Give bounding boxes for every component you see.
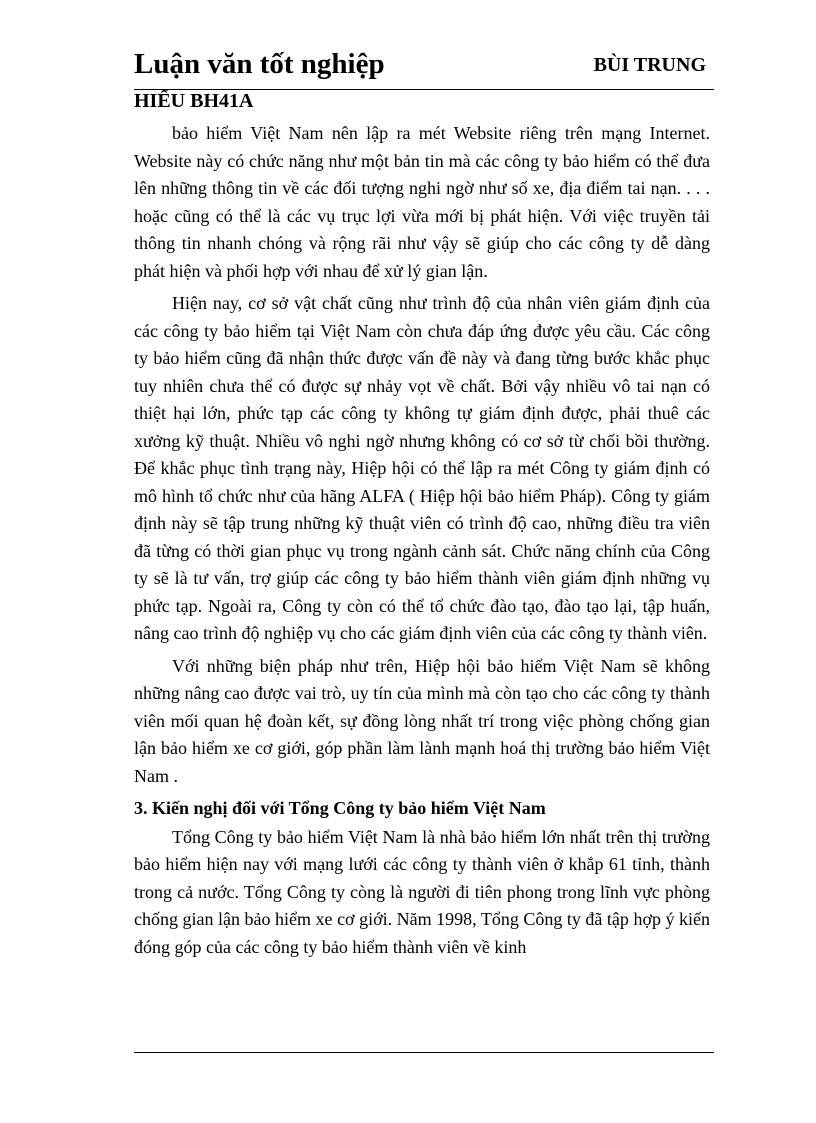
body-paragraph: Hiện nay, cơ sở vật chất cũng như trình độ của nhân viên giám định của các công ty bảo hiểm tại Việt Nam còn chưa đáp ứng được yêu cầu. Các công ty bảo hiểm cũng đã nhận thức được vấn đề này và đang từng bước khắc phục tuy nhiên chưa thể có được sự nhảy vọt về chất. Bởi vậy nhiều vô tai nạn có thiệt hại lớn, phức tạp các công ty không tự giám định được, phải thuê các xưởng kỹ thuật. Nhiều vô nghi ngờ nhưng không có cơ sở từ chối bồi thường. Để khắc phục tình trạng này, Hiệp hội có thể lập ra mét Công ty giám định có mô hình tổ chức như của hãng ALFA ( Hiệp hội bảo hiểm Pháp). Công ty giám định này sẽ tập trung những kỹ thuật viên có trình độ cao, những điều tra viên đã từng có thời gian phục vụ trong ngành cảnh sát. Chức năng chính của Công ty sẽ là tư vấn, trợ giúp các công ty bảo hiểm thành viên giám định những vụ phức tạp. Ngoài ra, Công ty còn có thể tổ chức đào tạo, đào tạo lại, tập huấn, nâng cao trình độ nghiệp vụ cho các giám định viên của các công ty thành viên. [134,293,710,643]
section-heading: 3. Kiến nghị đối với Tổng Công ty bảo hiểm Việt Nam [134,798,546,818]
author-class: HIẾU BH41A [134,90,254,112]
document-title: Luận văn tốt nghiệp [134,48,385,80]
footer-divider [134,1052,714,1053]
document-body [134,120,710,966]
body-paragraph: Tổng Công ty bảo hiểm Việt Nam là nhà bảo hiểm lớn nhất trên thị trường bảo hiểm hiện nay với mạng lưới các công ty thành viên ở khắp 61 tỉnh, thành trong cả nước. Tổng Công ty còng là người đi tiên phong trong lĩnh vực phòng chống gian lận bảo hiểm xe cơ giới. Năm 1998, Tổng Công ty đã tập hợp ý kiến đóng góp của các công ty bảo hiểm thành viên về kinh [134,826,710,957]
body-paragraph: bảo hiểm Việt Nam nên lập ra mét Website riêng trên mạng Internet. Website này có chức năng như một bản tin mà các công ty bảo hiểm có thể đưa lên những thông tin về các đối tượng nghi ngờ như số xe, địa điểm tai nạn. . . . hoặc cũng có thể là các vụ trục lợi vừa mới bị phát hiện. Với việc truyền tải thông tin nhanh chóng và rộng rãi như vậy sẽ giúp cho các công ty dễ dàng phát hiện và phối hợp với nhau để xử lý gian lận. [134,123,710,281]
author-name: BÙI TRUNG [593,54,706,76]
body-paragraph: Với những biện pháp như trên, Hiệp hội bảo hiểm Việt Nam sẽ không những nâng cao được vai trò, uy tín của mình mà còn tạo cho các công ty thành viên mối quan hệ đoàn kết, sự đồng lòng nhất trí trong việc phòng chống gian lận bảo hiểm xe cơ giới, góp phần làm lành mạnh hoá thị trường bảo hiểm Việt Nam . [134,655,710,786]
page-header [134,44,712,94]
